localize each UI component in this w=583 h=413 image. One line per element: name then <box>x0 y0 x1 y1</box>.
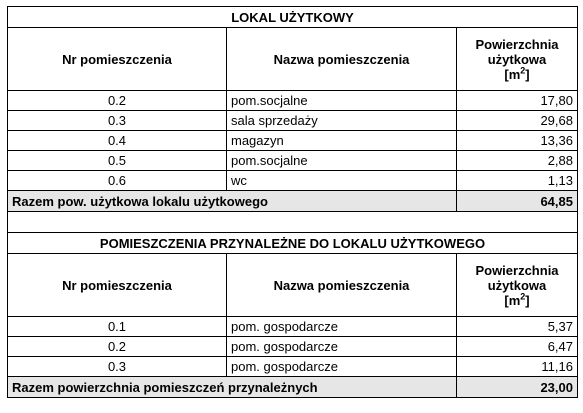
cell-nr: 0.2 <box>8 337 227 357</box>
unit-close: ] <box>525 292 530 308</box>
cell-nazwa: pom. gospodarcze <box>227 357 457 377</box>
cell-area: 5,37 <box>457 317 578 337</box>
cell-area: 17,80 <box>457 91 578 111</box>
cell-nazwa: pom. gospodarcze <box>227 317 457 337</box>
table1-total-value: 64,85 <box>457 191 578 212</box>
table1-total-label: Razem pow. użytkowa lokalu użytkowego <box>8 191 457 212</box>
table2-total-label: Razem powierzchnia pomieszczeń przynależnych <box>8 377 457 398</box>
cell-area: 11,16 <box>457 357 578 377</box>
table-row <box>8 91 578 111</box>
table1-header-area <box>457 28 578 91</box>
unit-close: ] <box>525 66 530 82</box>
cell-nazwa: sala sprzedaży <box>227 111 457 131</box>
table2-header-area-line2: użytkowa <box>487 277 547 293</box>
unit-open: [m <box>504 66 521 82</box>
cell-nr: 0.3 <box>8 357 227 377</box>
table-row <box>8 171 578 191</box>
table2-header-nazwa: Nazwa pomieszczenia <box>227 254 457 317</box>
table2-header-area <box>457 254 578 317</box>
cell-nr: 0.4 <box>8 131 227 151</box>
table-row <box>8 151 578 171</box>
unit-superscript: 2 <box>520 65 526 76</box>
cell-nazwa: magazyn <box>227 131 457 151</box>
table1-header-area-line1: Powierzchnia <box>475 36 559 52</box>
table2-header-nr: Nr pomieszczenia <box>8 254 227 317</box>
table2-header-area-line1: Powierzchnia <box>475 262 559 278</box>
cell-nr: 0.1 <box>8 317 227 337</box>
table-row <box>8 317 578 337</box>
table-row <box>8 131 578 151</box>
table-row <box>8 337 578 357</box>
table1-total-row <box>8 191 578 212</box>
unit-superscript: 2 <box>520 291 526 302</box>
table-row <box>8 111 578 131</box>
table1-title: LOKAL UŻYTKOWY <box>8 7 578 28</box>
cell-nazwa: pom. gospodarcze <box>227 337 457 357</box>
cell-nr: 0.2 <box>8 91 227 111</box>
table1-header-nazwa: Nazwa pomieszczenia <box>227 28 457 91</box>
table2-total-row <box>8 377 578 398</box>
table2-total-value: 23,00 <box>457 377 578 398</box>
cell-area: 1,13 <box>457 171 578 191</box>
unit-open: [m <box>504 292 521 308</box>
table2-header-area-unit <box>504 293 529 308</box>
cell-area: 6,47 <box>457 337 578 357</box>
table1-header-area-unit <box>504 67 529 82</box>
area-table <box>7 6 578 398</box>
cell-nazwa: pom.socjalne <box>227 151 457 171</box>
table2-title: POMIESZCZENIA PRZYNALEŻNE DO LOKALU UŻYTKOWEGO <box>8 233 578 254</box>
cell-area: 29,68 <box>457 111 578 131</box>
cell-nazwa: pom.socjalne <box>227 91 457 111</box>
table1-header-area-line2: użytkowa <box>487 51 547 67</box>
cell-area: 13,36 <box>457 131 578 151</box>
cell-nr: 0.5 <box>8 151 227 171</box>
cell-nr: 0.6 <box>8 171 227 191</box>
table-spacer-row <box>8 212 578 233</box>
cell-nazwa: wc <box>227 171 457 191</box>
table-row <box>8 357 578 377</box>
cell-area: 2,88 <box>457 151 578 171</box>
table1-header-nr: Nr pomieszczenia <box>8 28 227 91</box>
cell-nr: 0.3 <box>8 111 227 131</box>
spacer-cell <box>8 212 578 233</box>
